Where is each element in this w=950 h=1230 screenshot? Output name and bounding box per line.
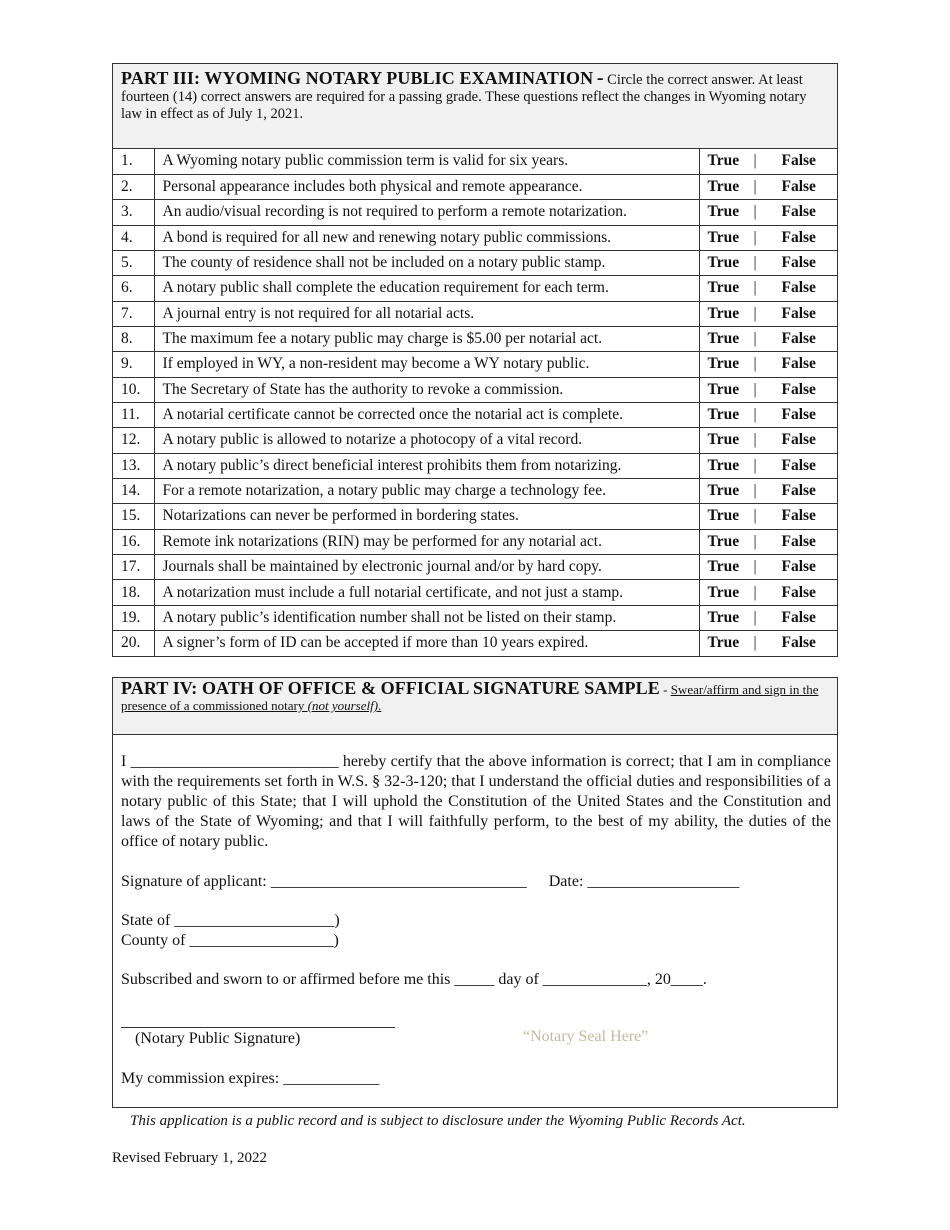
answer-separator: | (753, 507, 757, 525)
false-option[interactable]: False (781, 330, 816, 348)
false-option[interactable]: False (781, 532, 816, 550)
table-row (113, 326, 837, 351)
false-option[interactable]: False (781, 608, 816, 626)
question-text: Remote ink notarizations (RIN) may be performed for any notarial act. (154, 529, 699, 554)
table-row (113, 504, 837, 529)
answer-options (699, 377, 837, 402)
answer-options (699, 580, 837, 605)
question-number: 11. (113, 402, 154, 427)
false-option[interactable]: False (781, 431, 816, 449)
question-text: A notary public shall complete the education requirement for each term. (154, 276, 699, 301)
answer-options (699, 555, 837, 580)
answer-separator: | (753, 355, 757, 373)
answer-separator: | (753, 178, 757, 196)
true-option[interactable]: True (707, 406, 740, 424)
part4-header (113, 678, 837, 735)
question-text: A notarial certificate cannot be corrected once the notarial act is complete. (154, 402, 699, 427)
table-row (113, 555, 837, 580)
answer-options (699, 504, 837, 529)
question-text: A notary public’s identification number shall not be listed on their stamp. (154, 605, 699, 630)
table-row (113, 276, 837, 301)
table-row (113, 225, 837, 250)
question-number: 20. (113, 631, 154, 656)
part4-instr-end: . (378, 698, 382, 713)
question-number: 14. (113, 478, 154, 503)
answer-separator: | (753, 304, 757, 322)
part3-title: PART III: WYOMING NOTARY PUBLIC EXAMINATION (121, 68, 594, 88)
false-option[interactable]: False (781, 279, 816, 297)
answer-separator: | (753, 203, 757, 221)
false-option[interactable]: False (781, 583, 816, 601)
answer-separator: | (753, 456, 757, 474)
question-text: Journals shall be maintained by electronic journal and/or by hard copy. (154, 555, 699, 580)
false-option[interactable]: False (781, 456, 816, 474)
county-field[interactable]: County of __________________) (121, 932, 339, 949)
notary-signature-label: (Notary Public Signature) (135, 1030, 301, 1047)
date-field[interactable]: Date: ___________________ (548, 873, 740, 890)
true-option[interactable]: True (707, 634, 740, 652)
table-row (113, 352, 837, 377)
question-text: For a remote notarization, a notary public may charge a technology fee. (154, 478, 699, 503)
notary-signature-line[interactable] (121, 1027, 395, 1028)
true-option[interactable]: True (707, 507, 740, 525)
answer-separator: | (753, 406, 757, 424)
question-text: Notarizations can never be performed in bordering states. (154, 504, 699, 529)
answer-options (699, 276, 837, 301)
answer-options (699, 352, 837, 377)
table-row (113, 402, 837, 427)
table-row (113, 428, 837, 453)
true-option[interactable]: True (707, 279, 740, 297)
answer-options (699, 478, 837, 503)
answer-options (699, 326, 837, 351)
part3-instructions: Circle the correct answer. At least fourteen (14) correct answers are required for a passing grade. These questions reflect the changes in Wyoming notary law in effect as of July 1, 2021. (121, 72, 807, 122)
question-number: 17. (113, 555, 154, 580)
question-text: A Wyoming notary public commission term is valid for six years. (154, 149, 699, 174)
false-option[interactable]: False (781, 254, 816, 272)
answer-separator: | (753, 532, 757, 550)
answer-options (699, 200, 837, 225)
question-number: 13. (113, 453, 154, 478)
false-option[interactable]: False (781, 482, 816, 500)
public-record-disclaimer: This application is a public record and is subject to disclosure under the Wyoming Public Records Act. (130, 1113, 746, 1129)
true-option[interactable]: True (707, 355, 740, 373)
applicant-signature-field[interactable]: Signature of applicant: ________________________________ (121, 873, 527, 890)
true-option[interactable]: True (707, 558, 740, 576)
true-option[interactable]: True (707, 254, 740, 272)
true-option[interactable]: True (707, 304, 740, 322)
answer-separator: | (753, 228, 757, 246)
answer-separator: | (753, 431, 757, 449)
question-text: The maximum fee a notary public may charge is $5.00 per notarial act. (154, 326, 699, 351)
answer-separator: | (753, 608, 757, 626)
false-option[interactable]: False (781, 634, 816, 652)
answer-options (699, 250, 837, 275)
false-option[interactable]: False (781, 355, 816, 373)
true-option[interactable]: True (707, 431, 740, 449)
answer-separator: | (753, 558, 757, 576)
notary-seal-placeholder: “Notary Seal Here” (523, 1028, 649, 1045)
table-row (113, 529, 837, 554)
table-row (113, 149, 837, 174)
true-option[interactable]: True (707, 330, 740, 348)
question-text: An audio/visual recording is not required to perform a remote notarization. (154, 200, 699, 225)
exam-table (113, 149, 837, 656)
question-text: If employed in WY, a non-resident may become a WY notary public. (154, 352, 699, 377)
false-option[interactable]: False (781, 558, 816, 576)
table-row (113, 631, 837, 656)
part3-header (113, 64, 837, 149)
commission-expires-field[interactable]: My commission expires: ____________ (121, 1070, 380, 1087)
table-row (113, 580, 837, 605)
true-option[interactable]: True (707, 608, 740, 626)
part4-oath-section (112, 677, 838, 1108)
question-text: A notary public is allowed to notarize a photocopy of a vital record. (154, 428, 699, 453)
question-text: A notary public’s direct beneficial interest prohibits them from notarizing. (154, 453, 699, 478)
table-row (113, 478, 837, 503)
question-number: 6. (113, 276, 154, 301)
answer-options (699, 174, 837, 199)
part3-exam-section (112, 63, 838, 657)
table-row (113, 453, 837, 478)
answer-separator: | (753, 380, 757, 398)
answer-separator: | (753, 152, 757, 170)
table-row (113, 301, 837, 326)
answer-options (699, 149, 837, 174)
part4-instr-italic: (not yourself) (307, 698, 379, 713)
false-option[interactable]: False (781, 304, 816, 322)
question-number: 8. (113, 326, 154, 351)
false-option[interactable]: False (781, 203, 816, 221)
revised-date: Revised February 1, 2022 (112, 1150, 267, 1166)
signature-row (121, 872, 739, 892)
answer-options (699, 453, 837, 478)
true-option[interactable]: True (707, 380, 740, 398)
question-number: 4. (113, 225, 154, 250)
question-text: A signer’s form of ID can be accepted if more than 10 years expired. (154, 631, 699, 656)
true-option[interactable]: True (707, 203, 740, 221)
part4-title: PART IV: OATH OF OFFICE & OFFICIAL SIGNATURE SAMPLE (121, 678, 660, 698)
answer-options (699, 301, 837, 326)
question-number: 18. (113, 580, 154, 605)
answer-options (699, 605, 837, 630)
question-number: 1. (113, 149, 154, 174)
true-option[interactable]: True (707, 456, 740, 474)
true-option[interactable]: True (707, 152, 740, 170)
false-option[interactable]: False (781, 507, 816, 525)
answer-options (699, 631, 837, 656)
answer-separator: | (753, 482, 757, 500)
true-option[interactable]: True (707, 583, 740, 601)
false-option[interactable]: False (781, 228, 816, 246)
table-row (113, 605, 837, 630)
part4-dash: - (663, 682, 668, 697)
answer-separator: | (753, 634, 757, 652)
true-option[interactable]: True (707, 228, 740, 246)
answer-options (699, 529, 837, 554)
subscribed-line[interactable]: Subscribed and sworn to or affirmed before me this _____ day of _____________, 20____. (121, 971, 707, 988)
question-number: 3. (113, 200, 154, 225)
false-option[interactable]: False (781, 406, 816, 424)
question-number: 16. (113, 529, 154, 554)
true-option[interactable]: True (707, 482, 740, 500)
true-option[interactable]: True (707, 178, 740, 196)
false-option[interactable]: False (781, 380, 816, 398)
question-text: A bond is required for all new and renewing notary public commissions. (154, 225, 699, 250)
table-row (113, 377, 837, 402)
question-text: A journal entry is not required for all notarial acts. (154, 301, 699, 326)
answer-options (699, 428, 837, 453)
state-field[interactable]: State of ____________________) (121, 912, 340, 929)
part3-dash: - (596, 67, 604, 89)
question-number: 9. (113, 352, 154, 377)
table-row (113, 200, 837, 225)
oath-text: I __________________________ hereby certify that the above information is correct; that I am in compliance with the requirements set forth in W.S. § 32-3-120; that I understand the official duties and responsibilities of a notary public of this State; that I will uphold the Constitution of the United States and the Constitution and laws of the State of Wyoming; and that I will faithfully perform, to the best of my ability, the duties of the office of notary public. (121, 753, 831, 850)
answer-separator: | (753, 279, 757, 297)
part4-instr-text: Swear/affirm and sign in the presence of a commissioned notary (121, 682, 819, 713)
true-option[interactable]: True (707, 532, 740, 550)
question-text: The county of residence shall not be included on a notary public stamp. (154, 250, 699, 275)
answer-options (699, 402, 837, 427)
question-number: 15. (113, 504, 154, 529)
table-row (113, 174, 837, 199)
question-number: 5. (113, 250, 154, 275)
question-number: 2. (113, 174, 154, 199)
false-option[interactable]: False (781, 152, 816, 170)
table-row (113, 250, 837, 275)
question-text: The Secretary of State has the authority to revoke a commission. (154, 377, 699, 402)
question-number: 7. (113, 301, 154, 326)
answer-separator: | (753, 583, 757, 601)
question-text: Personal appearance includes both physical and remote appearance. (154, 174, 699, 199)
false-option[interactable]: False (781, 178, 816, 196)
answer-separator: | (753, 254, 757, 272)
question-number: 12. (113, 428, 154, 453)
answer-options (699, 225, 837, 250)
question-text: A notarization must include a full notarial certificate, and not just a stamp. (154, 580, 699, 605)
question-number: 10. (113, 377, 154, 402)
answer-separator: | (753, 330, 757, 348)
question-number: 19. (113, 605, 154, 630)
